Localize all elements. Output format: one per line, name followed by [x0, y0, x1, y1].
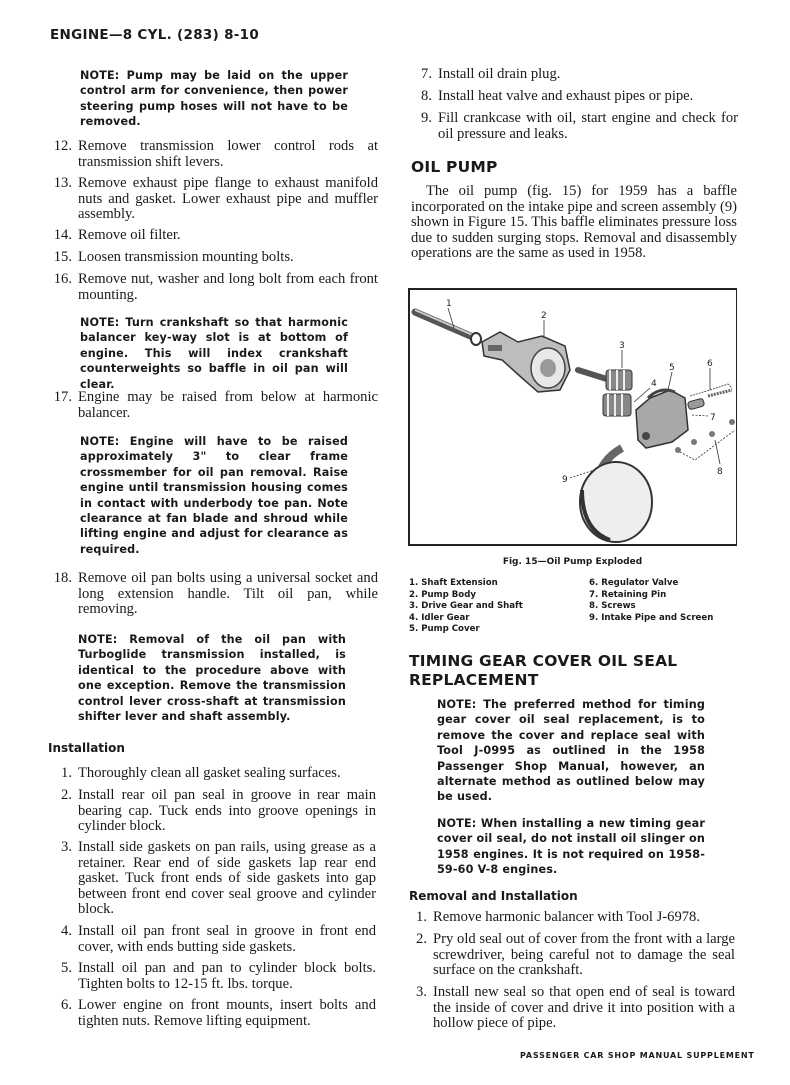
step-text: Install oil pan and pan to cylinder block bolts. Tighten bolts to 12-15 ft. lbs. torque. — [78, 960, 376, 992]
step-number: 2. — [416, 931, 427, 947]
oil-pump-exploded-figure — [408, 288, 737, 546]
step-number: 18. — [53, 570, 72, 586]
step-text: Remove oil filter. — [78, 227, 181, 243]
step-17 — [48, 390, 378, 421]
install-step-2 — [48, 788, 376, 835]
legend-item: 8. Screws — [589, 601, 636, 611]
callout-3: 3 — [619, 341, 625, 351]
step-8 — [408, 89, 738, 105]
note-pump-laid: NOTE: Pump may be laid on the upper control arm for convenience, then power steering pump hoses will not have to be removed. — [80, 69, 348, 129]
oil-pump-paragraph: The oil pump (fig. 15) for 1959 has a baffle incorporated on the intake pipe and screen assembly (9) shown in Figure 15. This baffle eliminates pressure loss due to sudden surging stops. Removal and disassembly operations are the same as used in 1958. — [411, 183, 737, 261]
legend-item: 5. Pump Cover — [409, 624, 480, 634]
step-number: 16. — [53, 271, 72, 287]
callout-9: 9 — [562, 475, 568, 485]
callout-5: 5 — [669, 363, 675, 373]
step-text: Fill crankcase with oil, start engine and check for oil pressure and leaks. — [438, 110, 738, 142]
step-text: Install side gaskets on pan rails, using grease as a retainer. Rear end of side gaskets lap rear end gasket. Tuck front ends of side gaskets into gap between front end cover seal groove and cylinder block. — [78, 839, 376, 917]
step-number: 3. — [61, 839, 72, 855]
removal-step-1 — [403, 910, 735, 926]
step-text: Remove transmission lower control rods at transmission shift levers. — [78, 138, 378, 170]
oil-pump-diagram — [410, 290, 735, 544]
step-text: Install new seal so that open end of seal is toward the inside of cover and drive it into position with a hollow piece of pipe. — [433, 984, 735, 1031]
step-text: Install oil drain plug. — [438, 66, 561, 82]
step-text: Install rear oil pan seal in groove in rear main bearing cap. Tuck ends into groove openings in cylinder block. — [78, 787, 376, 834]
callout-4: 4 — [651, 379, 657, 389]
step-text: Remove nut, washer and long bolt from each front mounting. — [78, 271, 378, 303]
removal-installation-heading: Removal and Installation — [409, 889, 578, 903]
step-number: 5. — [61, 960, 72, 976]
legend-item: 3. Drive Gear and Shaft — [409, 601, 523, 611]
install-step-1 — [48, 766, 376, 782]
step-text: Remove oil pan bolts using a universal socket and long extension handle. Tilt oil pan, while removing. — [78, 570, 378, 617]
install-step-3 — [48, 840, 376, 918]
oil-pump-heading: OIL PUMP — [411, 158, 498, 176]
legend-item: 2. Pump Body — [409, 589, 476, 600]
legend-item: 1. Shaft Extension — [409, 578, 498, 588]
callout-2: 2 — [541, 311, 547, 321]
step-15 — [48, 250, 378, 266]
figure-legend-right — [589, 578, 739, 624]
page-footer: PASSENGER CAR SHOP MANUAL SUPPLEMENT — [520, 1051, 755, 1060]
callout-7: 7 — [710, 413, 716, 423]
removal-step-3 — [403, 985, 735, 1032]
install-step-4 — [48, 924, 376, 955]
install-step-6 — [48, 998, 376, 1029]
step-12 — [48, 139, 378, 170]
figure-caption: Fig. 15—Oil Pump Exploded — [502, 557, 643, 567]
step-text: Remove exhaust pipe flange to exhaust manifold nuts and gasket. Lower exhaust pipe and muffler assembly. — [78, 175, 378, 222]
step-18 — [48, 571, 378, 618]
callout-1: 1 — [446, 299, 452, 309]
step-14 — [48, 228, 378, 244]
note-engine-raise: NOTE: Engine will have to be raised approximately 3" to clear frame crossmember for oil pan removal. Raise engine until transmission housing comes in contact with underbody toe pan. Note clearance at fan blade and shroud while lifting engine and adjust for clearance as required. — [80, 435, 348, 556]
note-oil-slinger: NOTE: When installing a new timing gear cover oil seal, do not install oil slinger on 1958 engines. It is not required on 1958-59-60 V-8 engines. — [437, 817, 705, 877]
step-number: 6. — [61, 997, 72, 1013]
step-text: Lower engine on front mounts, insert bolts and tighten nuts. Remove lifting equipment. — [78, 997, 376, 1029]
legend-item: 7. Retaining Pin — [589, 589, 667, 600]
step-number: 12. — [53, 138, 72, 154]
note-turboglide: NOTE: Removal of the oil pan with Turboglide transmission installed, is identical to the procedure above with one exception. Remove the transmission control lever cross-shaft at transmission shifter lever and shaft assembly. — [78, 633, 346, 724]
step-text: Loosen transmission mounting bolts. — [78, 249, 294, 265]
step-text: Thoroughly clean all gasket sealing surfaces. — [78, 765, 341, 781]
heading-line: TIMING GEAR COVER OIL SEAL — [409, 652, 678, 670]
step-9 — [408, 111, 738, 142]
step-number: 1. — [61, 765, 72, 781]
note-preferred-method: NOTE: The preferred method for timing gear cover oil seal replacement, is to remove the cover and replace seal with Tool J-0995 as outlined in the 1958 Passenger Shop Manual, however, an alternate method as outlined below may be used. — [437, 698, 705, 804]
step-text: Install heat valve and exhaust pipes or pipe. — [438, 88, 694, 104]
step-16 — [48, 272, 378, 303]
step-number: 17. — [53, 389, 72, 405]
install-step-5 — [48, 961, 376, 992]
note-crankshaft: NOTE: Turn crankshaft so that harmonic balancer key-way slot is at bottom of engine. This will index crankshaft counterweights so baffle in oil pan will clear. — [80, 316, 348, 391]
step-text: Install oil pan front seal in groove in front end cover, with ends butting side gaskets. — [78, 923, 376, 955]
step-number: 2. — [61, 787, 72, 803]
step-number: 7. — [421, 66, 432, 82]
step-13 — [48, 176, 378, 223]
step-number: 9. — [421, 110, 432, 126]
step-number: 3. — [416, 984, 427, 1000]
running-head: ENGINE—8 CYL. (283) 8-10 — [50, 27, 260, 43]
step-7 — [408, 67, 738, 83]
step-number: 14. — [53, 227, 72, 243]
installation-heading: Installation — [48, 741, 125, 755]
step-text: Remove harmonic balancer with Tool J-6978. — [433, 909, 701, 925]
legend-item: 4. Idler Gear — [409, 612, 470, 623]
legend-item: 6. Regulator Valve — [589, 578, 679, 588]
callout-6: 6 — [707, 359, 713, 369]
step-number: 13. — [53, 175, 72, 191]
removal-step-2 — [403, 932, 735, 979]
step-number: 8. — [421, 88, 432, 104]
figure-legend-left — [409, 578, 579, 636]
heading-line: REPLACEMENT — [409, 671, 539, 689]
step-number: 1. — [416, 909, 427, 925]
step-text: Pry old seal out of cover from the front with a large screwdriver, being careful not to damage the seal surface on the crankshaft. — [433, 931, 735, 978]
step-number: 15. — [53, 249, 72, 265]
step-number: 4. — [61, 923, 72, 939]
step-text: Engine may be raised from below at harmonic balancer. — [78, 389, 378, 421]
legend-item: 9. Intake Pipe and Screen — [589, 612, 714, 623]
timing-gear-heading — [409, 652, 677, 690]
callout-8: 8 — [717, 467, 723, 477]
